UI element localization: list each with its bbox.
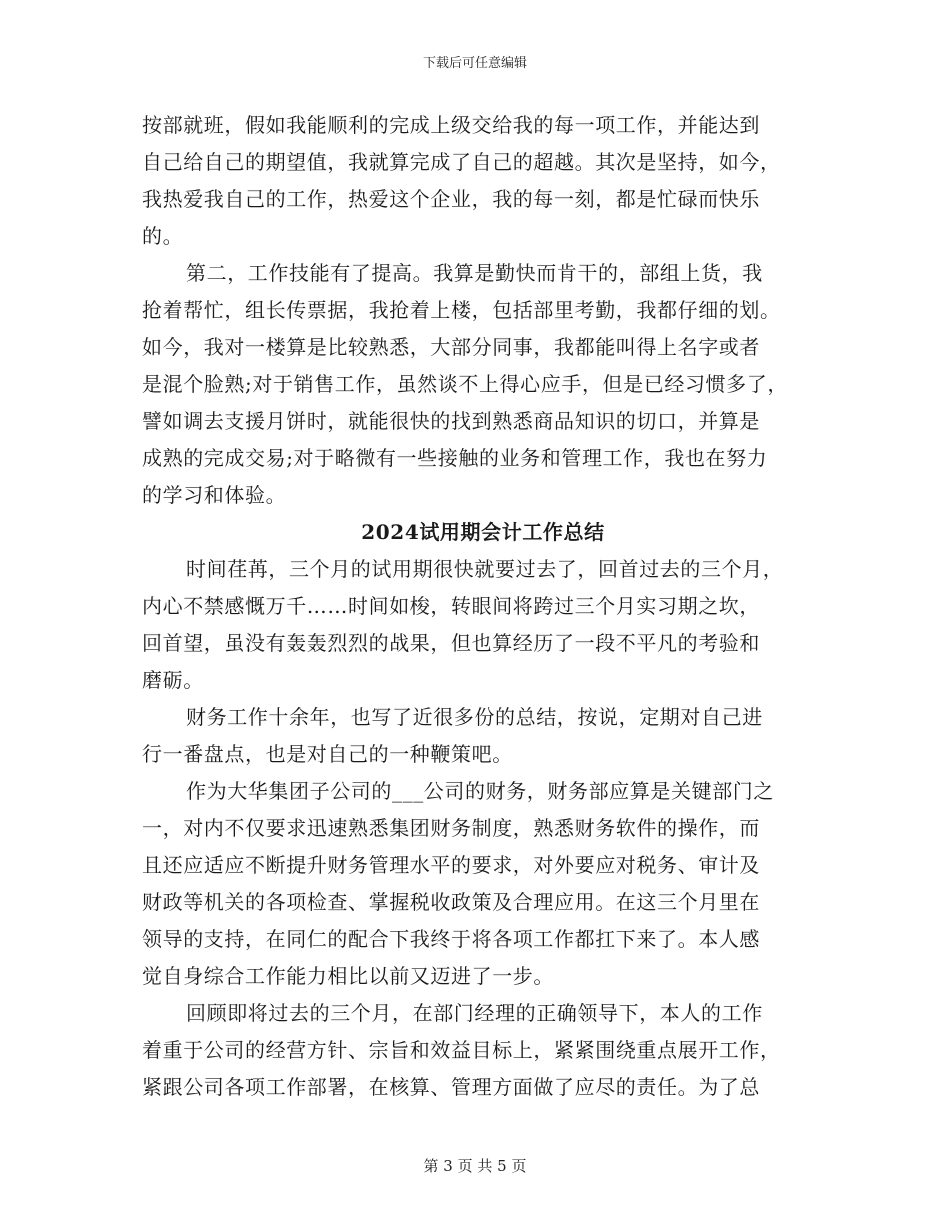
text-line: 行一番盘点，也是对自己的一种鞭策吧。 bbox=[142, 742, 513, 766]
text-line: 着重于公司的经营方针、宗旨和效益目标上，紧紧围绕重点展开工作， bbox=[142, 1038, 781, 1062]
paragraph-start-line: 作为大华集团子公司的___公司的财务，财务部应算是关键部门之 bbox=[186, 779, 774, 803]
text-line: 觉自身综合工作能力相比以前又迈进了一步。 bbox=[142, 964, 554, 988]
text-line: 成熟的完成交易;对于略微有一些接触的业务和管理工作，我也在努力 bbox=[142, 446, 768, 470]
text-line: 领导的支持，在同仁的配合下我终于将各项工作都扛下来了。本人感 bbox=[142, 927, 760, 951]
paragraph-start-line: 回顾即将过去的三个月，在部门经理的正确领导下，本人的工作 bbox=[186, 1001, 763, 1025]
paragraph-start-line: 第二，工作技能有了提高。我算是勤快而肯干的，部组上货，我 bbox=[186, 261, 763, 285]
text-line: 如今，我对一楼算是比较熟悉，大部分同事，我都能叫得上名字或者 bbox=[142, 335, 760, 359]
page-footer: 第 3 页 共 5 页 bbox=[423, 1157, 527, 1175]
paragraph-start-line: 财务工作十余年，也写了近很多份的总结，按说，定期对自己进 bbox=[186, 705, 763, 729]
section-title: 2024试用期会计工作总结 bbox=[361, 520, 605, 544]
document-body bbox=[142, 107, 814, 1106]
text-line: 的学习和体验。 bbox=[142, 483, 287, 507]
text-line: 财政等机关的各项检查、掌握税收政策及合理应用。在这三个月里在 bbox=[142, 890, 760, 914]
paragraph-start-line: 时间荏苒，三个月的试用期很快就要过去了，回首过去的三个月， bbox=[186, 557, 784, 581]
text-line: 抢着帮忙，组长传票据，我抢着上楼，包括部里考勤，我都仔细的划。 bbox=[142, 298, 781, 322]
text-line: 我热爱我自己的工作，热爱这个企业，我的每一刻，都是忙碌而快乐 bbox=[142, 187, 760, 211]
text-line: 回首望，虽没有轰轰烈烈的战果，但也算经历了一段不平凡的考验和 bbox=[142, 631, 760, 655]
text-line: 自己给自己的期望值，我就算完成了自己的超越。其次是坚持，如今， bbox=[142, 150, 781, 174]
text-line: 紧跟公司各项工作部署，在核算、管理方面做了应尽的责任。为了总 bbox=[142, 1075, 760, 1099]
text-line: 是混个脸熟;对于销售工作，虽然谈不上得心应手，但是已经习惯多了， bbox=[142, 372, 788, 396]
text-line: 一，对内不仅要求迅速熟悉集团财务制度，熟悉财务软件的操作，而 bbox=[142, 816, 760, 840]
text-line: 譬如调去支援月饼时，就能很快的找到熟悉商品知识的切口，并算是 bbox=[142, 409, 760, 433]
text-line: 按部就班，假如我能顺利的完成上级交给我的每一项工作，并能达到 bbox=[142, 113, 760, 137]
text-line: 内心不禁感慨万千……时间如梭，转眼间将跨过三个月实习期之坎， bbox=[142, 594, 760, 618]
page-header: 下载后可任意编辑 bbox=[422, 56, 527, 71]
text-line: 且还应适应不断提升财务管理水平的要求，对外要应对税务、审计及 bbox=[142, 853, 760, 877]
text-line: 磨砺。 bbox=[142, 668, 204, 692]
text-line: 的。 bbox=[142, 224, 184, 248]
